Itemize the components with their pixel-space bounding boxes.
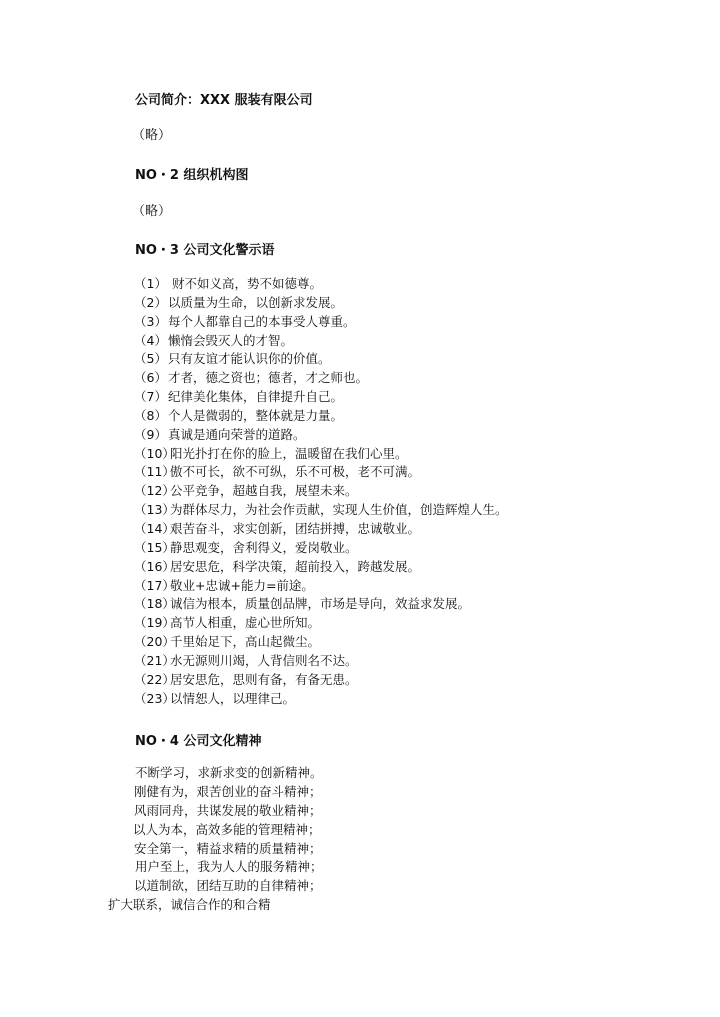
item-text: 才者，德之资也；德者，才之师也。 [168, 370, 369, 386]
item-number: （6） [134, 370, 167, 386]
list-item [134, 388, 508, 407]
item-number: （7） [134, 389, 167, 405]
culture-slogans-heading: NO・3 公司文化警示语 [135, 243, 275, 258]
item-number: （16） [134, 558, 175, 574]
item-number: （14） [134, 520, 175, 536]
spirit-line: 风雨同舟，共谋发展的敬业精神； [134, 802, 322, 818]
item-number: （23） [134, 690, 175, 706]
list-item [134, 520, 508, 539]
list-item [134, 294, 508, 313]
item-text: 每个人都靠自己的本事受人尊重。 [168, 313, 356, 329]
item-text: 公平竞争，超越自我，展望未来。 [170, 483, 358, 499]
list-item [134, 407, 508, 426]
item-number: （22） [134, 671, 175, 687]
list-item [134, 633, 508, 652]
item-text: 千里始足下，高山起微尘。 [170, 634, 321, 650]
item-number: （17） [134, 577, 175, 593]
item-text: 静思观变，舍利得义，爱岗敬业。 [170, 539, 358, 555]
item-text: 为群体尽力，为社会作贡献，实现人生价值，创造辉煌人生。 [170, 502, 508, 518]
item-number: （19） [134, 615, 175, 631]
item-number: （4） [134, 332, 167, 348]
list-item [134, 501, 508, 520]
org-chart-heading: NO・2 组织机构图 [135, 168, 249, 183]
item-text: 纪律美化集体，自律提升自己。 [168, 389, 344, 405]
list-item [134, 595, 508, 614]
spirit-list [0, 764, 323, 915]
spirit-line: 安全第一，精益求精的质量精神； [134, 840, 322, 856]
item-number: （21） [134, 652, 175, 668]
item-text: 居安思危，思则有备，有备无患。 [170, 671, 358, 687]
spirit-line: 刚健有为，艰苦创业的奋斗精神； [134, 783, 322, 799]
item-text: 艰苦奋斗，求实创新，团结拼搏，忠诚敬业。 [170, 520, 421, 536]
list-item [134, 426, 508, 445]
spirit-line: 以道制欲，团结互助的自律精神； [134, 878, 322, 894]
list-item [134, 652, 508, 671]
item-text: 居安思危，科学决策，超前投入，跨越发展。 [170, 558, 421, 574]
list-item [134, 671, 508, 690]
list-item [134, 539, 508, 558]
spirit-line: 以人为本，高效多能的管理精神； [133, 821, 321, 837]
slogan-list [134, 275, 508, 708]
item-text: 高节人相重，虚心世所知。 [170, 615, 321, 631]
list-item [134, 614, 508, 633]
item-text: 真诚是通向荣誉的道路。 [168, 426, 306, 442]
item-text: 阳光扑打在你的脸上，温暖留在我们心里。 [170, 445, 408, 461]
item-text: 诚信为根本，质量创品牌，市场是导向，效益求发展。 [170, 596, 471, 612]
item-text: 只有友谊才能认识你的价值。 [168, 351, 331, 367]
item-number: （18） [134, 596, 175, 612]
list-item [134, 558, 508, 577]
item-number: （8） [134, 407, 167, 423]
list-item [134, 577, 508, 596]
item-text: 以情恕人，以理律己。 [170, 690, 296, 706]
item-text: 傲不可长，欲不可纵，乐不可极，老不可满。 [170, 464, 421, 480]
list-item [134, 275, 508, 294]
list-item [134, 350, 508, 369]
org-chart-note: （略） [132, 204, 172, 219]
item-number: （9） [134, 426, 167, 442]
list-item [134, 332, 508, 351]
item-number: （11） [134, 464, 175, 480]
list-item [134, 463, 508, 482]
item-number: （2） [134, 294, 167, 310]
item-text: 懒惰会毁灭人的才智。 [168, 332, 294, 348]
item-number: （12） [134, 483, 175, 499]
item-text: 财不如义高，势不如德尊。 [168, 276, 322, 291]
item-text: 水无源则川竭，人背信则名不达。 [170, 652, 358, 668]
item-number: （1） [134, 276, 167, 291]
list-item [134, 445, 508, 464]
item-number: （13） [134, 502, 175, 518]
list-item [134, 313, 508, 332]
item-text: 个人是微弱的，整体就是力量。 [168, 407, 344, 423]
spirit-line: 不断学习，求新求变的创新精神。 [135, 765, 323, 780]
item-number: （10） [134, 445, 175, 461]
item-number: （20） [134, 634, 175, 650]
company-intro-note: （略） [132, 128, 172, 143]
item-number: （15） [134, 539, 175, 555]
list-item [134, 482, 508, 501]
list-item [134, 369, 508, 388]
culture-spirit-heading: NO・4 公司文化精神 [135, 734, 262, 749]
item-text: 以质量为生命，以创新求发展。 [168, 294, 344, 310]
list-item [134, 690, 508, 709]
item-text: 敬业+忠诚+能力=前途。 [170, 577, 314, 593]
spirit-line: 扩大联系，诚信合作的和合精 [108, 897, 271, 913]
spirit-line: 用户至上，我为人人的服务精神； [135, 859, 323, 875]
company-intro-heading: 公司简介：XXX 服装有限公司 [135, 93, 313, 108]
item-number: （3） [134, 313, 167, 329]
item-number: （5） [134, 351, 167, 367]
